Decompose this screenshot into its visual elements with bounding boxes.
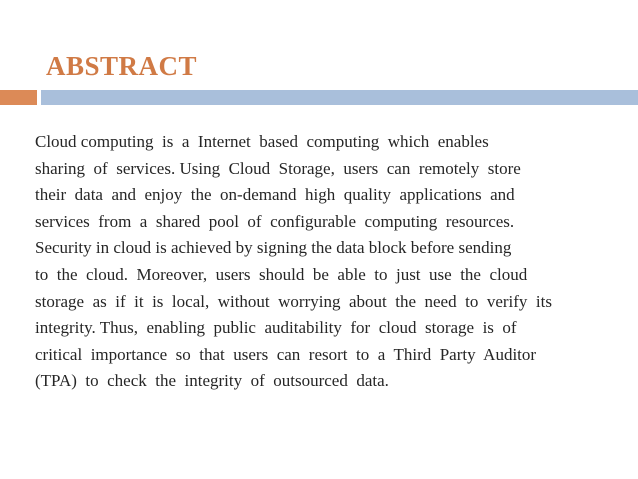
abstract-line: Security in cloud is achieved by signing the data block before sending (35, 238, 512, 258)
accent-bar-blue (41, 90, 638, 105)
abstract-line: storage as if it is local, without worrying about the need to verify its (35, 291, 552, 311)
slide-title: ABSTRACT (46, 51, 198, 81)
abstract-line: their data and enjoy the on-demand high quality applications and (35, 185, 515, 205)
accent-bar-orange (0, 90, 37, 105)
abstract-line: (TPA) to check the integrity of outsourced data. (35, 371, 389, 391)
abstract-line: services from a shared pool of configurable computing resources. (35, 211, 515, 231)
abstract-line: Cloud computing is a Internet based computing which enables (35, 132, 489, 151)
abstract-line: sharing of services. Using Cloud Storage, users can remotely store (35, 158, 521, 178)
abstract-body (35, 129, 580, 395)
abstract-line: integrity. Thus, enabling public auditability for cloud storage is of (35, 318, 517, 338)
abstract-line: critical importance so that users can resort to a Third Party Auditor (35, 344, 537, 364)
abstract-line: to the cloud. Moreover, users should be able to just use the cloud (35, 264, 528, 284)
